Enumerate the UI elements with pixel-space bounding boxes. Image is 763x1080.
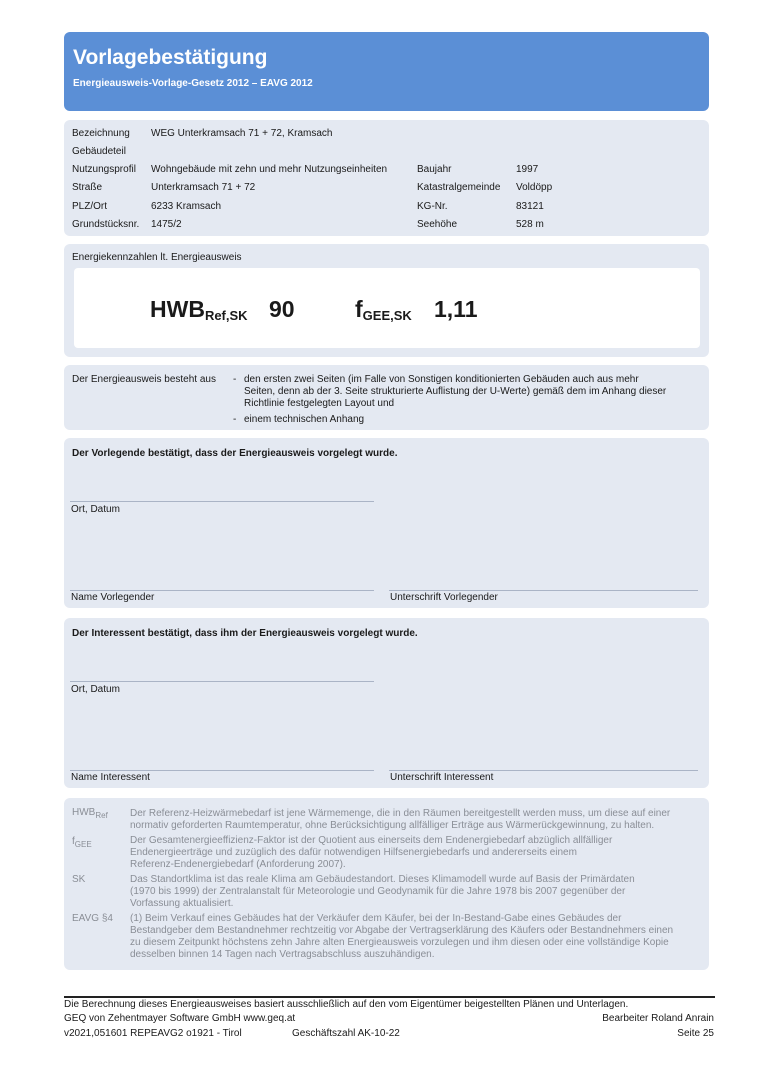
- bestandteile-item2: einem technischen Anhang: [244, 414, 365, 425]
- bestandteile-item1-line1: den ersten zwei Seiten (im Falle von Sonstigen konditionierten Gebäuden auch aus mehr: [244, 374, 639, 385]
- katastral-label: Katastralgemeinde: [417, 182, 501, 193]
- ort-datum-line-interessent: [70, 681, 374, 682]
- page-title: Vorlagebestätigung: [73, 46, 268, 69]
- gebaeudeteil-label: Gebäudeteil: [72, 146, 126, 157]
- footer-divider: [64, 996, 715, 998]
- glossar-f-line1: Der Gesamtenergieeffizienz-Faktor ist der Quotient aus einerseits dem Endenergiebedarf abzüglich allfälliger: [130, 835, 613, 846]
- hwb-value: 90: [269, 296, 295, 322]
- fgee-symbol: f: [355, 296, 363, 322]
- fgee-kennzahl: [355, 296, 412, 323]
- ort-datum-line-vorlegender: [70, 501, 374, 502]
- glossar-sk-line2: (1970 bis 1999) der Zentralanstalt für Meteorologie und Geodynamik für die Jahre 1978 bis 2007 gegenüber der: [130, 886, 626, 897]
- bullet-1: -: [233, 374, 237, 385]
- glossar-sk-line1: Das Standortklima ist das reale Klima am Gebäudestandort. Dieses Klimamodell wurde auf Basis der Primärdaten: [130, 874, 635, 885]
- name-label-vorlegender: Name Vorlegender: [71, 592, 155, 603]
- footer-version: v2021,051601 REPEAVG2 o1921 - Tirol: [64, 1028, 242, 1039]
- fgee-value: 1,11: [434, 296, 478, 322]
- footer-bearbeiter: Bearbeiter Roland Anrain: [602, 1013, 714, 1024]
- glossar-eavg-line2: Bestandgeber dem Bestandnehmer rechtzeitig vor Abgabe der Vertragserklärung des Käufers oder Bestandnehmers einen: [130, 925, 674, 936]
- bestandteile-item1-line3: Richtlinie festgelegten Layout und: [244, 398, 395, 409]
- footer-disclaimer: Die Berechnung dieses Energieausweises basiert ausschließlich auf den vom Eigentümer beigestellten Plänen und Unterlagen.: [64, 999, 629, 1010]
- fgee-subscript: GEE,SK: [362, 308, 412, 323]
- name-line-vorlegender: [70, 590, 374, 591]
- plz-value: 6233 Kramsach: [151, 201, 222, 212]
- glossar-sk-line3: Vorfassung aktualisiert.: [130, 898, 234, 909]
- unterschrift-line-interessent: [389, 770, 698, 771]
- kg-value: 83121: [516, 201, 544, 212]
- ort-datum-label-vorlegender: Ort, Datum: [71, 504, 120, 515]
- kg-label: KG-Nr.: [417, 201, 448, 212]
- bezeichnung-label: Bezeichnung: [72, 128, 130, 139]
- glossar-f-line2: Endenergieerträge und zuzüglich des dafür notwendigen Hilfsenergiebedarfs und andererseits einem: [130, 847, 577, 858]
- unterschrift-label-vorlegender: Unterschrift Vorlegender: [390, 592, 498, 603]
- grundstueck-value: 1475/2: [151, 219, 182, 230]
- hwb-kennzahl: [150, 296, 248, 323]
- seehoehe-value: 528 m: [516, 219, 544, 230]
- footer-geschaeftszahl: Geschäftszahl AK-10-22: [292, 1028, 400, 1039]
- glossar-eavg-line1: (1) Beim Verkauf eines Gebäudes hat der Verkäufer dem Käufer, bei der In-Bestand-Gabe eines Gebäudes der: [130, 913, 622, 924]
- kennzahlen-heading: Energiekennzahlen lt. Energieausweis: [72, 252, 242, 263]
- bezeichnung-value: WEG Unterkramsach 71 + 72, Kramsach: [151, 128, 333, 139]
- bestandteile-item1-line2: Seiten, denn ab der 3. Seite strukturierte Auflistung der U-Werte) gemäß dem im Anhang dieser: [244, 386, 667, 397]
- glossar-f-term: $f_{GEE}$: [72, 836, 92, 849]
- strasse-label: Straße: [72, 182, 103, 193]
- bullet-2: -: [233, 414, 237, 425]
- name-line-interessent: [70, 770, 374, 771]
- grundstueck-label: Grundstücksnr.: [72, 219, 140, 230]
- nutzungsprofil-value: Wohngebäude mit zehn und mehr Nutzungseinheiten: [151, 164, 388, 175]
- ort-datum-label-interessent: Ort, Datum: [71, 684, 120, 695]
- hwb-symbol: HWB: [150, 296, 205, 322]
- interessent-panel: [64, 618, 709, 788]
- seehoehe-label: Seehöhe: [417, 219, 458, 230]
- vorlegender-heading: Der Vorlegende bestätigt, dass der Energieausweis vorgelegt wurde.: [72, 448, 398, 459]
- glossar-eavg-line3: zu diesem Zeitpunkt höchstens zehn Jahre alten Energieausweis vorzulegen und ihm diesen oder eine vollständige Kopie: [130, 937, 669, 948]
- glossar-sk-term: SK: [72, 874, 86, 885]
- glossar-hwb-line2: normativ geforderten Raumtemperatur, ohne Berücksichtigung allfälliger Erträge aus Wärmerückgewinnung, zu halten.: [130, 820, 655, 831]
- strasse-value: Unterkramsach 71 + 72: [151, 182, 256, 193]
- page-subtitle: Energieausweis-Vorlage-Gesetz 2012 – EAVG 2012: [73, 78, 313, 89]
- footer-software: GEQ von Zehentmayer Software GmbH www.geq.at: [64, 1013, 296, 1024]
- nutzungsprofil-label: Nutzungsprofil: [72, 164, 136, 175]
- glossar-hwb-line1: Der Referenz-Heizwärmebedarf ist jene Wärmemenge, die in den Räumen bereitgestellt werden muss, um diese auf einer: [130, 808, 671, 819]
- baujahr-value: 1997: [516, 164, 539, 175]
- baujahr-label: Baujahr: [417, 164, 452, 175]
- vorlegender-panel: [64, 438, 709, 608]
- unterschrift-line-vorlegender: [389, 590, 698, 591]
- glossar-eavg-term: EAVG §4: [72, 913, 113, 924]
- page-header: [64, 32, 709, 111]
- katastral-value: Voldöpp: [516, 182, 553, 193]
- unterschrift-label-interessent: Unterschrift Interessent: [390, 772, 494, 783]
- plz-label: PLZ/Ort: [72, 201, 108, 212]
- footer-page-number: Seite 25: [677, 1028, 714, 1039]
- glossar-f-line3: Referenz-Endenergiebedarf (Anforderung 2007).: [130, 859, 346, 870]
- glossar-eavg-line4: desselben binnen 14 Tagen nach Vertragsabschluss auszuhändigen.: [130, 949, 435, 960]
- bestandteile-label: Der Energieausweis besteht aus: [72, 374, 216, 385]
- interessent-heading: Der Interessent bestätigt, dass ihm der Energieausweis vorgelegt wurde.: [72, 628, 418, 639]
- name-label-interessent: Name Interessent: [71, 772, 150, 783]
- hwb-subscript: Ref,SK: [204, 308, 248, 323]
- glossar-hwb-term: $HWB_{Ref}$: [72, 807, 108, 820]
